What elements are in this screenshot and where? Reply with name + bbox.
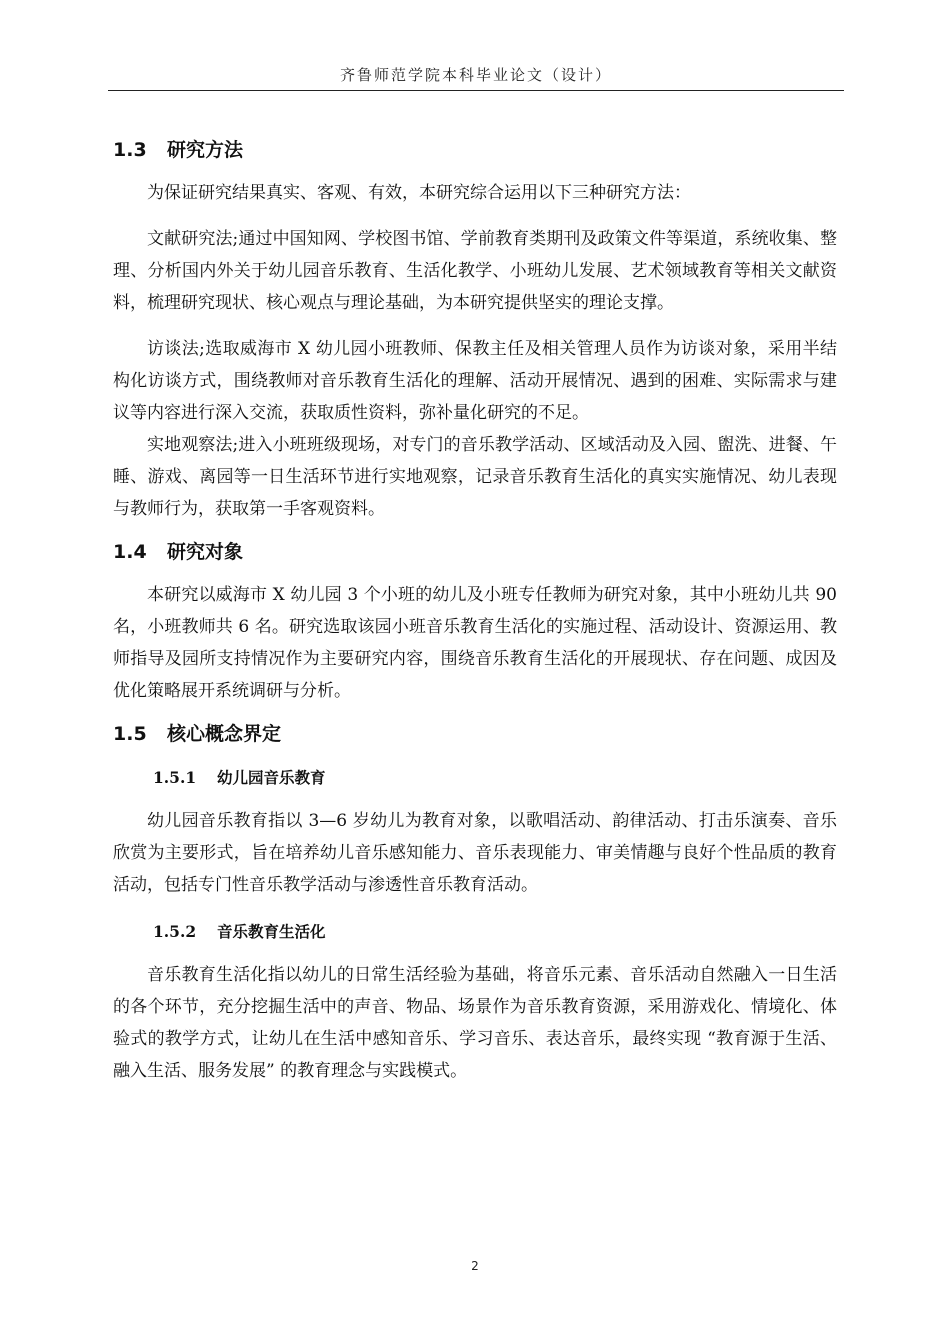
paragraph-research-subjects: 本研究以威海市 X 幼儿园 3 个小班的幼儿及小班专任教师为研究对象，其中小班幼儿共 90 名，小班教师共 6 名。研究选取该园小班音乐教育生活化的实施过程、活动设计、资源运用、教师指导及园所支持情况作为主要研究内容，围绕音乐教育生活化的开展现状、存在问题、成因及优化策略展开系统调研与分析。 (113, 585, 837, 701)
subsection-heading-1-5-1 (113, 761, 837, 795)
paragraph-music-education-definition: 幼儿园音乐教育指以 3—6 岁幼儿为教育对象，以歌唱活动、韵律活动、打击乐演奏、音乐欣赏为主要形式，旨在培养幼儿音乐感知能力、音乐表现能力、审美情趣与良好个性品质的教育活动，包括专门性音乐教学活动与渗透性音乐教育活动。 (113, 811, 837, 895)
section-number: 1.5 (113, 723, 147, 745)
paragraph-interview-method: 访谈法;选取威海市 X 幼儿园小班教师、保教主任及相关管理人员作为访谈对象，采用半结构化访谈方式，围绕教师对音乐教育生活化的理解、活动开展情况、遇到的困难、实际需求与建议等内容进行深入交流，获取质性资料，弥补量化研究的不足。 (113, 339, 837, 423)
section-number: 1.3 (113, 139, 147, 161)
section-heading-1-4 (113, 535, 837, 569)
section-title: 研究对象 (167, 541, 244, 563)
section-heading-1-3 (113, 133, 837, 167)
page-content (113, 133, 837, 1087)
subsection-number: 1.5.2 (153, 922, 197, 941)
subsection-title: 音乐教育生活化 (217, 922, 326, 941)
paragraph-life-oriented-definition: 音乐教育生活化指以幼儿的日常生活经验为基础，将音乐元素、音乐活动自然融入一日生活的各个环节，充分挖掘生活中的声音、物品、场景作为音乐教育资源，采用游戏化、情境化、体验式的教学方式，让幼儿在生活中感知音乐、学习音乐、表达音乐，最终实现 “教育源于生活、融入生活、服务发展” 的教育理念与实践模式。 (113, 965, 837, 1081)
section-title: 研究方法 (167, 139, 244, 161)
section-heading-1-5 (113, 717, 837, 751)
paragraph-observation-method: 实地观察法;进入小班班级现场，对专门的音乐教学活动、区域活动及入园、盥洗、进餐、午睡、游戏、离园等一日生活环节进行实地观察，记录音乐教育生活化的真实实施情况、幼儿表现与教师行为，获取第一手客观资料。 (113, 435, 837, 519)
subsection-title: 幼儿园音乐教育 (217, 768, 326, 787)
section-title: 核心概念界定 (167, 723, 282, 745)
subsection-heading-1-5-2 (113, 915, 837, 949)
paragraph-methods-intro: 为保证研究结果真实、客观、有效，本研究综合运用以下三种研究方法： (147, 183, 691, 203)
paragraph-literature-method: 文献研究法;通过中国知网、学校图书馆、学前教育类期刊及政策文件等渠道，系统收集、整理、分析国内外关于幼儿园音乐教育、生活化教学、小班幼儿发展、艺术领域教育等相关文献资料，梳理研究现状、核心观点与理论基础，为本研究提供坚实的理论支撑。 (113, 229, 837, 313)
header-divider (108, 90, 844, 91)
subsection-number: 1.5.1 (153, 768, 197, 787)
section-number: 1.4 (113, 541, 147, 563)
page-header: 齐鲁师范学院本科毕业论文（设计） (339, 66, 612, 84)
page-number: 2 (471, 1259, 479, 1273)
